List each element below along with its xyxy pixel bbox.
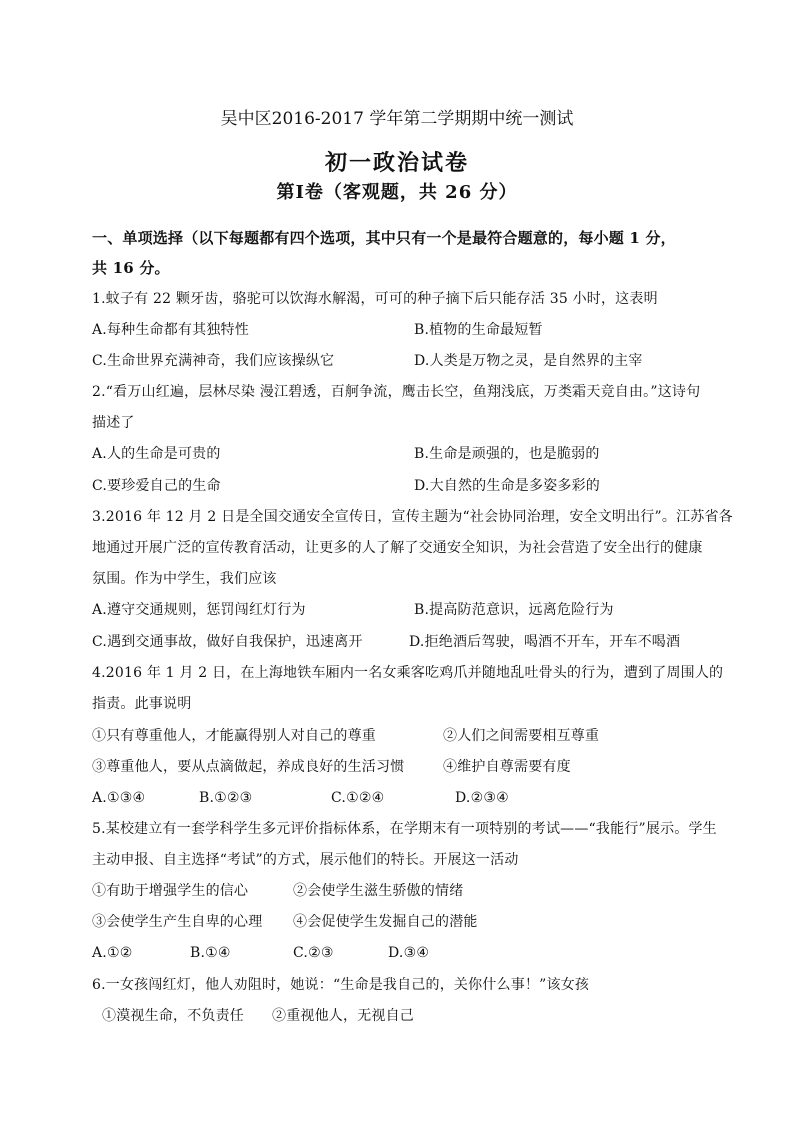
question-1-option-c: C.生命世界充满神奇，我们应该操纵它 — [92, 353, 335, 369]
exam-header: 吴中区2016-2017 学年第二学期期中统一测试 — [220, 109, 574, 129]
question-4-stem: 4.2016 年 1 月 2 日，在上海地铁车厢内一名女乘客吃鸡爪并随地乱吐骨头的行为，遭到了周围人的 — [92, 665, 724, 681]
question-5-statement-1: ①有助于增强学生的信心 — [92, 883, 249, 899]
question-4-option-d: D.②③④ — [455, 790, 509, 806]
question-3-option-d: D.拒绝酒后驾驶，喝酒不开车，开车不喝酒 — [409, 634, 681, 650]
question-5-option-d: D.③④ — [388, 945, 430, 961]
question-2-option-b: B.生命是顽强的，也是脆弱的 — [414, 446, 600, 462]
question-4-stem-cont: 指责。此事说明 — [92, 696, 192, 712]
question-5-stem-cont: 主动申报、自主选择“考试”的方式，展示他们的特长。开展这一活动 — [92, 852, 519, 868]
question-4-statement-1: ①只有尊重他人，才能赢得别人对自己的尊重 — [92, 728, 376, 744]
question-2-option-c: C.要珍爱自己的生命 — [92, 478, 221, 494]
question-6-statement-1: ①漠视生命，不负责任 — [102, 1008, 244, 1024]
section-instruction-cont: 共 16 分。 — [92, 259, 170, 277]
question-6-stem: 6.一女孩闯红灯，他人劝阻时，她说：“生命是我自己的，关你什么事！”该女孩 — [92, 977, 590, 993]
question-5-stem: 5.某校建立有一套学科学生多元评价指标体系，在学期末有一项特别的考试——“我能行”展示。学生 — [92, 821, 717, 837]
exam-title: 初一政治试卷 — [324, 150, 469, 176]
question-1-stem: 1.蚊子有 22 颗牙齿，骆驼可以饮海水解渴，可可的种子摘下后只能存活 35 小时，这表明 — [92, 291, 658, 307]
question-3-stem-end: 氛围。作为中学生，我们应该 — [92, 571, 277, 587]
question-6-statement-2: ②重视他人，无视自己 — [272, 1008, 414, 1024]
question-4-statement-2: ②人们之间需要相互尊重 — [443, 728, 600, 744]
question-5-statement-3: ③会使学生产生自卑的心理 — [92, 914, 263, 930]
question-5-option-b: B.①④ — [190, 945, 231, 961]
part-title: 第Ⅰ卷（客观题，共 26 分） — [276, 182, 518, 203]
question-2-option-a: A.人的生命是可贵的 — [92, 446, 221, 462]
question-5-statement-4: ④会促使学生发掘自己的潜能 — [293, 914, 478, 930]
question-1-option-a: A.每种生命都有其独特性 — [92, 322, 249, 338]
question-1-option-d: D.人类是万物之灵，是自然界的主宰 — [414, 353, 643, 369]
question-4-option-a: A.①③④ — [92, 790, 146, 806]
question-2-option-d: D.大自然的生命是多姿多彩的 — [414, 478, 600, 494]
question-4-statement-4: ④维护自尊需要有度 — [443, 759, 571, 775]
question-3-stem-cont: 地通过开展广泛的宣传教育活动，让更多的人了解了交通安全知识，为社会营造了安全出行的健康 — [92, 540, 703, 556]
question-5-statement-2: ②会使学生滋生骄傲的情绪 — [293, 883, 464, 899]
question-2-stem: 2.“看万山红遍，层林尽染 漫江碧透，百舸争流，鹰击长空，鱼翔浅底，万类霜天竞自由。”这诗句 — [92, 384, 701, 400]
question-3-option-a: A.遵守交通规则，惩罚闯红灯行为 — [92, 602, 306, 618]
question-5-option-c: C.②③ — [293, 945, 334, 961]
section-instruction: 一、单项选择（以下每题都有四个选项，其中只有一个是最符合题意的，每小题 1 分， — [92, 229, 676, 247]
question-1-option-b: B.植物的生命最短暂 — [414, 322, 543, 338]
question-3-option-b: B.提高防范意识，远离危险行为 — [414, 602, 614, 618]
question-4-statement-3: ③尊重他人，要从点滴做起，养成良好的生活习惯 — [92, 759, 405, 775]
question-4-option-b: B.①②③ — [199, 790, 253, 806]
question-5-option-a: A.①② — [92, 945, 133, 961]
question-3-option-c: C.遇到交通事故，做好自我保护，迅速离开 — [92, 634, 363, 650]
question-3-stem: 3.2016 年 12 月 2 日是全国交通安全宣传日，宣传主题为“社会协同治理，安全文明出行”。江苏省各 — [92, 509, 733, 525]
question-2-stem-cont: 描述了 — [92, 415, 135, 431]
question-4-option-c: C.①②④ — [331, 790, 385, 806]
